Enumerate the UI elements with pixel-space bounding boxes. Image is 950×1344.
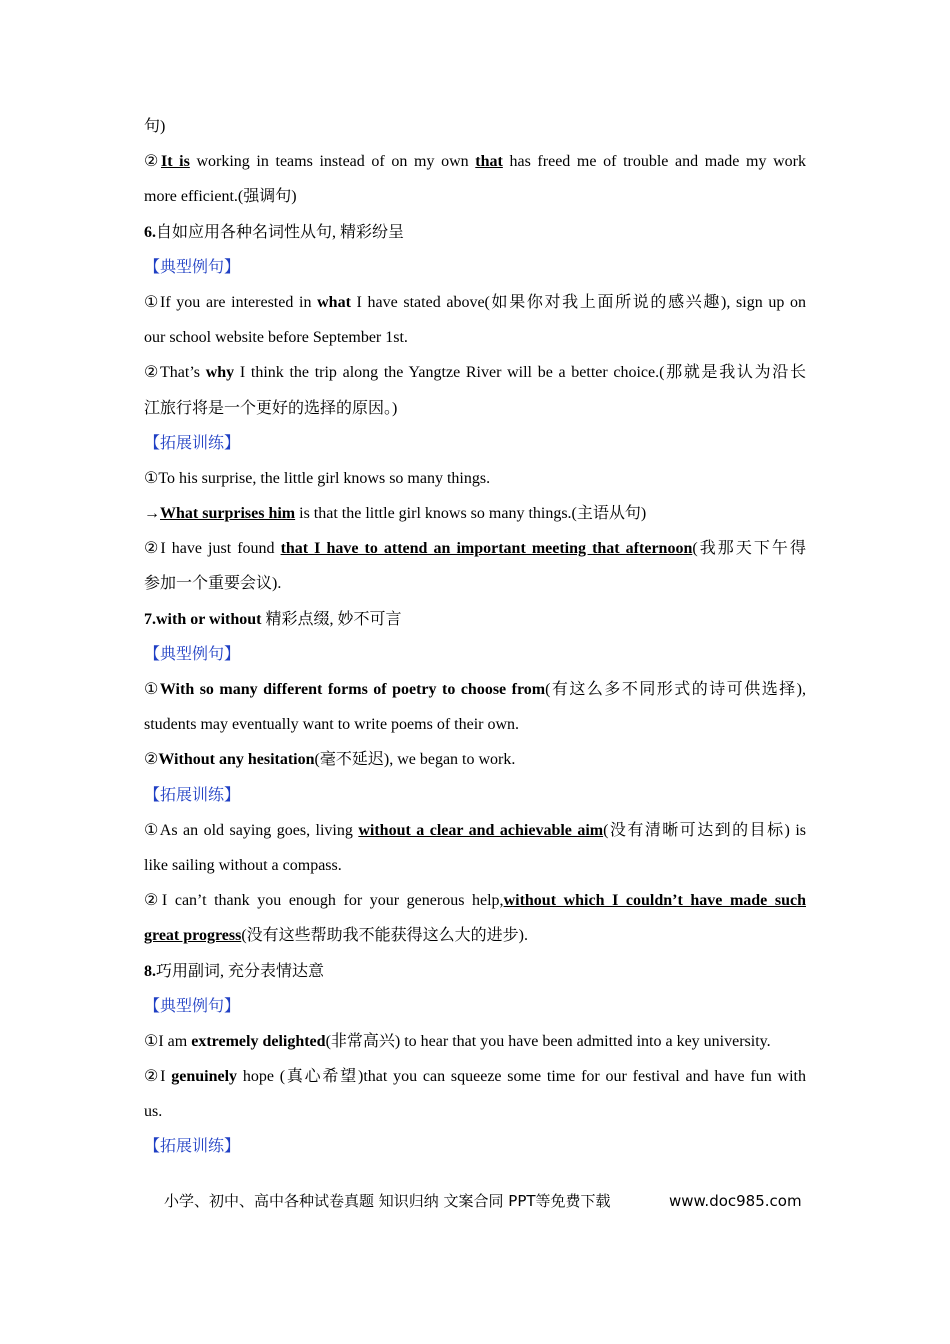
text: 【典型例句】 [144,258,241,276]
example-label [144,250,806,285]
text: working in teams instead of on my own [189,153,476,171]
text: ②That’s [144,364,206,382]
text: (我那天下午得 [692,540,806,558]
example-label [144,989,806,1024]
footer-site: www.doc985.com [669,1192,802,1210]
text: 【拓展训练】 [144,434,241,452]
text: 【典型例句】 [144,997,241,1015]
section-title: 自如应用各种名词性从句, 精彩纷呈 [156,223,405,241]
practice-label [144,778,806,813]
text-line [144,391,806,426]
text: has freed me of trouble and made my work [502,153,806,171]
text: (有这么多不同形式的诗可供选择), [545,681,806,698]
text: ②I [144,1068,172,1086]
key-word: why [205,364,235,382]
text: students may eventually want to write poems of their own. [144,716,520,734]
text: hope (真心希望)that you can squeeze some time for our festival and have fun with [237,1068,806,1086]
section-number: 6. [144,223,156,241]
text: 句) [144,118,166,135]
text-line [144,813,806,848]
text: ②I have just found [144,540,281,558]
text-line [144,496,806,531]
answer-blank: that [475,153,503,171]
text: us. [144,1103,163,1121]
section-number: 8. [144,962,156,980]
text: ①I am [144,1032,192,1050]
text-line [144,742,806,777]
key-phrase: With so many different forms of poetry to choose from [159,681,546,698]
text-line [144,1059,806,1094]
text: ①As an old saying goes, living [144,821,359,839]
key-word: what [317,293,351,311]
section-number: 7.with or without [144,610,262,628]
answer-blank: It is [160,153,190,171]
answer-blank: great progress [144,927,242,945]
document-body [144,109,806,1165]
text-line [144,672,806,707]
text: (毫不延迟), we began to work. [314,751,516,769]
text: 江旅行将是一个更好的选择的原因。) [144,399,398,417]
text-line [144,461,806,496]
text-line [144,355,806,390]
text: ②I can’t thank you enough for your generous help, [144,892,504,910]
section-heading [144,602,806,637]
text-line [144,285,806,320]
text: our school website before September 1st. [144,329,408,347]
text-line [144,566,806,601]
practice-label [144,1129,806,1164]
section-title: 精彩点缀, 妙不可言 [261,610,402,628]
section-heading [144,954,806,989]
key-phrase: Without any hesitation [158,751,315,769]
section-title: 巧用副词, 充分表情达意 [156,962,325,980]
text-line [144,883,806,918]
arrow: → [144,505,160,523]
text: ② [144,751,159,769]
text: 参加一个重要会议). [144,575,282,593]
practice-label [144,426,806,461]
text: 【拓展训练】 [144,786,241,804]
text-line [144,1094,806,1129]
footer-text: 小学、初中、高中各种试卷真题 知识归纳 文案合同 PPT等免费下载 [164,1192,611,1210]
key-phrase: extremely delighted [191,1032,326,1050]
text: ①To his surprise, the little girl knows so many things. [144,469,491,487]
text: 【典型例句】 [144,645,241,663]
text-line [144,144,806,179]
text: like sailing without a compass. [144,856,342,874]
text: is that the little girl knows so many things.(主语从句) [295,505,647,523]
text: (没有这些帮助我不能获得这么大的进步). [241,927,528,945]
text-line [144,848,806,883]
answer-blank: without a clear and achievable aim [358,821,604,839]
text: I think the trip along the Yangtze River will be a better choice.(那就是我认为沿长 [234,364,806,382]
text: (没有清晰可达到的目标) is [603,821,806,839]
text-line [144,531,806,566]
text-line [144,179,806,214]
answer-blank: What surprises him [160,505,296,523]
text-line [144,707,806,742]
text: I have stated above(如果你对我上面所说的感兴趣), sign up on [350,293,807,311]
answer-blank: that I have to attend an important meeting that afternoon [280,540,693,558]
text-line [144,918,806,953]
answer-blank: without which I couldn’t have made such [503,892,806,910]
text: 【拓展训练】 [144,1138,241,1156]
text: ② [144,153,161,171]
text: (非常高兴) to hear that you have been admitted into a key university. [325,1032,771,1050]
text-line [144,109,806,144]
text-line [144,320,806,355]
text-line [144,1024,806,1059]
key-word: genuinely [171,1068,238,1086]
example-label [144,637,806,672]
text: ① [144,681,160,698]
text: more efficient.(强调句) [144,188,297,206]
text: ①If you are interested in [144,293,318,311]
page-footer [164,1189,804,1213]
section-heading [144,215,806,250]
